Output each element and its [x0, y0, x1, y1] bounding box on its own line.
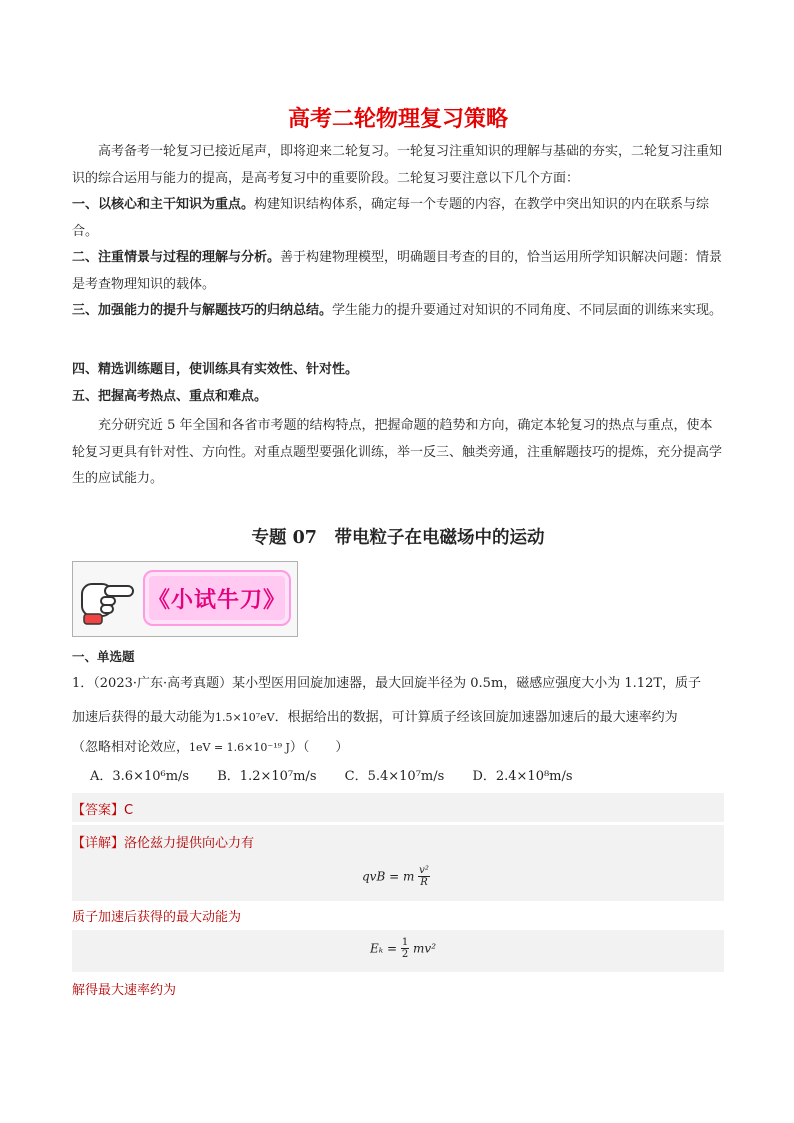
question-text-1: 某小型医用回旋加速器，最大回旋半径为 0.5m，磁感应强度大小为 1.12T，质子	[232, 676, 702, 691]
question-line-2	[72, 706, 724, 725]
formula-1	[362, 865, 430, 888]
formula-2-lhs: Eₖ =	[370, 941, 401, 956]
banner-label: 《小试牛刀》	[147, 588, 286, 613]
line-max-kinetic-energy: 质子加速后获得的最大动能为	[72, 910, 242, 925]
point-2-text: 善于构建物理模型，明确题目考查的目的，恰当运用所学知识解决问题：情景是考查物理知识的载体。	[72, 250, 723, 292]
formula-2-block	[72, 930, 724, 972]
question-line-1	[72, 672, 724, 691]
point-3	[72, 298, 724, 325]
question-number: 1．	[72, 676, 94, 691]
detail-line	[72, 832, 254, 851]
point-5-heading: 五、把握高考热点、重点和难点。	[72, 389, 268, 404]
point-1-heading: 一、以核心和主干知识为重点。	[72, 197, 255, 212]
question-text-3a: （忽略相对论效应，	[72, 740, 190, 755]
detail-block	[72, 825, 724, 855]
formula-2-fraction	[401, 937, 409, 960]
option-c[interactable]: C．5.4×10⁷m/s	[344, 769, 445, 784]
point-4	[72, 357, 724, 384]
formula-1-block	[72, 855, 724, 901]
formula-2-numerator: 1	[401, 937, 409, 948]
point-2	[72, 245, 724, 298]
point-5	[72, 384, 724, 411]
question-conversion: 1eV = 1.6×10⁻¹⁹ J	[189, 741, 290, 754]
formula-2-rhs: mv²	[413, 941, 436, 956]
answer-block	[72, 793, 724, 822]
point-2-heading: 二、注重情景与过程的理解与分析。	[72, 250, 281, 265]
pointing-hand-icon	[79, 570, 137, 628]
detail-label: 【详解】	[72, 836, 125, 851]
line-max-speed: 解得最大速率约为	[72, 983, 177, 998]
point-3-heading: 三、加强能力的提升与解题技巧的归纳总结。	[72, 303, 333, 318]
question-text-2b: ．根据给出的数据，可计算质子经该回旋加速器加速后的最大速率约为	[274, 710, 678, 725]
page-title: 高考二轮物理复习策略	[287, 107, 508, 132]
formula-1-numerator: v²	[419, 865, 429, 876]
answer-line	[72, 799, 133, 818]
section-heading: 一、单选题	[72, 649, 135, 664]
option-d[interactable]: D．2.4×10⁸m/s	[472, 769, 573, 784]
question-text-3b: ）（ ）	[289, 740, 349, 755]
formula-2-denominator: 2	[401, 949, 409, 960]
intro-paragraph: 高考备考一轮复习已接近尾声，即将迎来二轮复习。一轮复习注重知识的理解与基础的夯实，二轮复习注重知识的综合运用与能力的提高，是高考复习中的重要阶段。二轮复习要注意以下几个方面：	[72, 144, 723, 186]
topic-title: 专题 07 带电粒子在电磁场中的运动	[251, 528, 545, 548]
formula-2	[370, 937, 436, 960]
point-1-text: 构建知识结构体系，确定每一个专题的内容，在教学中突出知识的内在联系与综合。	[72, 197, 710, 239]
formula-1-lhs: qvB = m	[362, 869, 415, 884]
practice-banner	[72, 561, 298, 637]
formula-1-denominator: R	[420, 877, 428, 888]
answer-value: C	[124, 803, 134, 818]
question-energy: 1.5×10⁷eV	[215, 711, 275, 724]
option-b[interactable]: B．1.2×10⁷m/s	[217, 769, 317, 784]
formula-1-fraction	[418, 865, 430, 888]
point-1	[72, 192, 724, 245]
point-3-text: 学生能力的提升要通过对知识的不同角度、不同层面的训练来实现。	[332, 303, 723, 318]
question-source: （2023·广东·高考真题）	[93, 676, 233, 691]
practice-badge	[143, 570, 291, 626]
closing-paragraph: 充分研究近 5 年全国和各省市考题的结构特点，把握命题的趋势和方向，确定本轮复习的热点与重点，使本轮复习更具有针对性、方向性。对重点题型要强化训练，举一反三、触类旁通，注重解题技巧的提炼，充分提高学生的应试能力。	[72, 418, 723, 486]
detail-text: 洛伦兹力提供向心力有	[124, 836, 255, 851]
answer-label: 【答案】	[72, 803, 125, 818]
option-a[interactable]: A．3.6×10⁶m/s	[90, 769, 190, 784]
point-4-heading: 四、精选训练题目，使训练具有实效性、针对性。	[72, 362, 359, 377]
question-text-2a: 加速后获得的最大动能为	[72, 710, 216, 725]
question-line-3	[72, 736, 724, 755]
options-row	[90, 765, 597, 784]
